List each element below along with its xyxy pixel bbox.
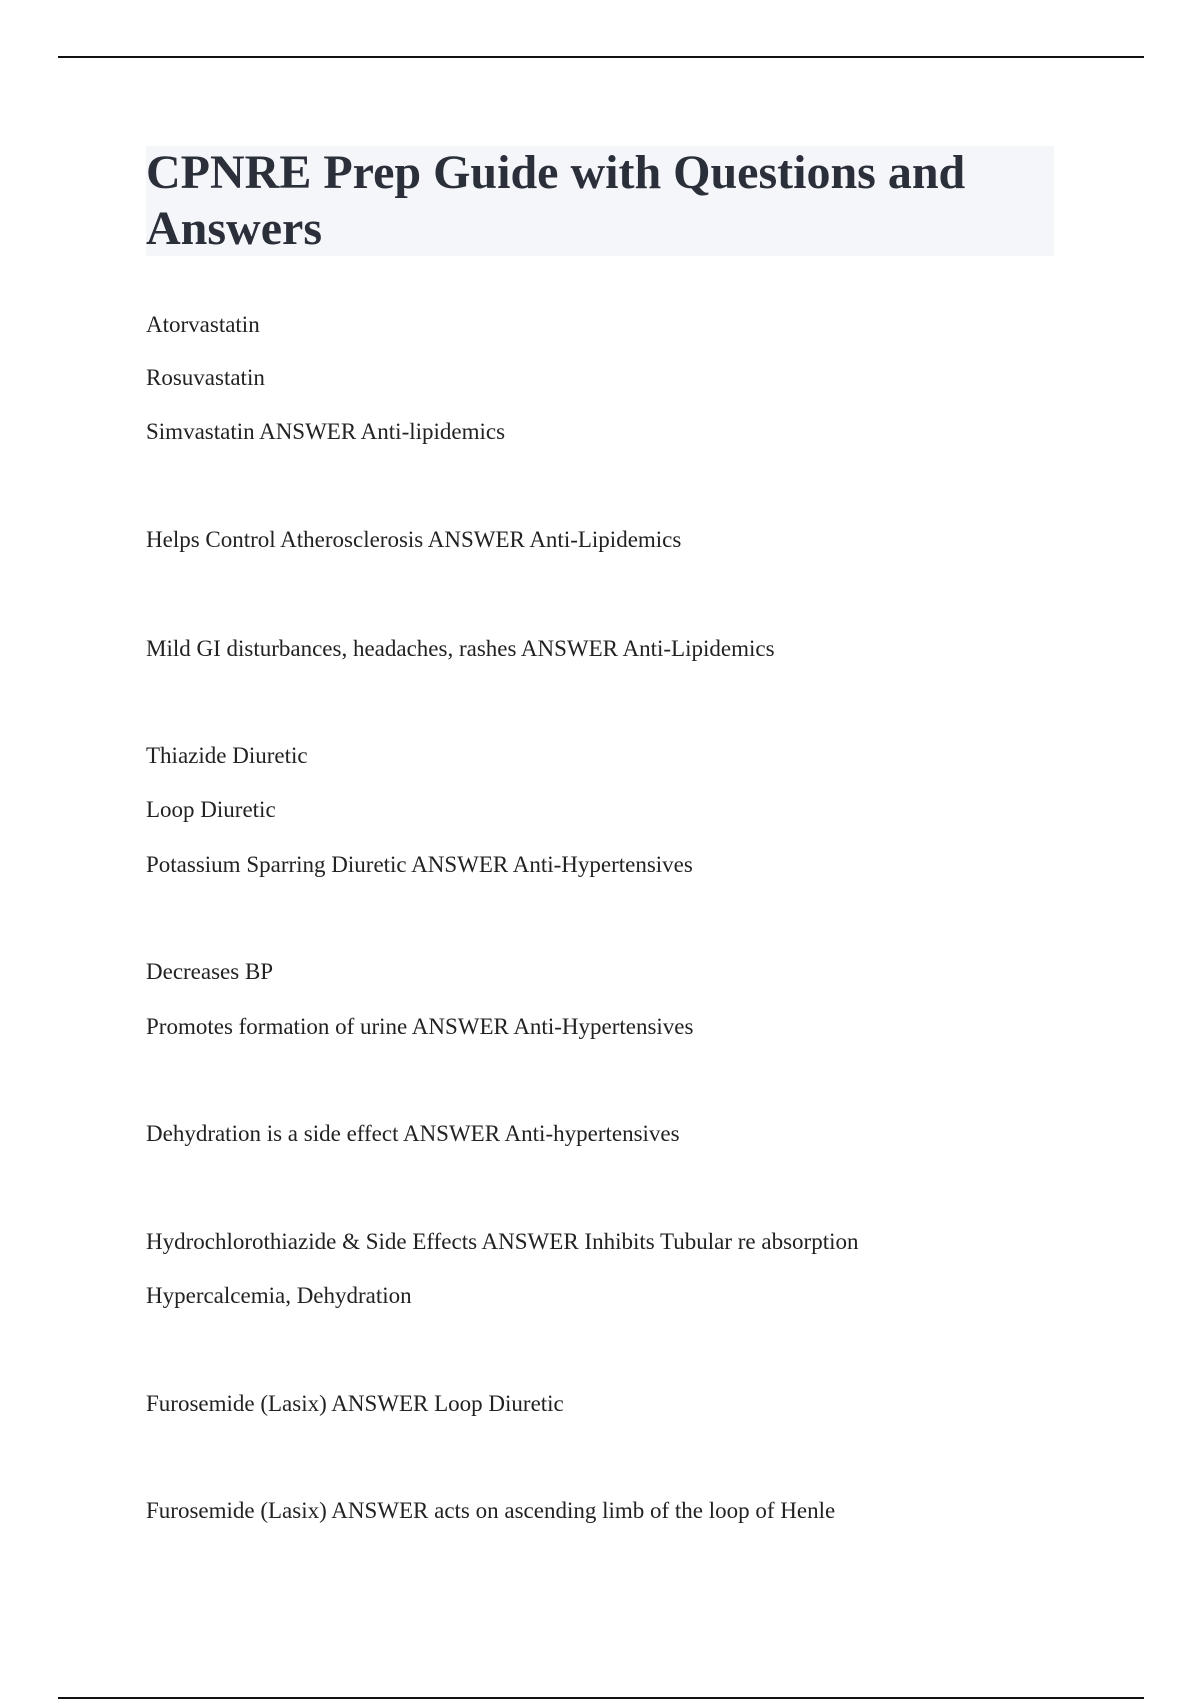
- text-line: Thiazide Diuretic: [146, 743, 308, 768]
- text-line: Simvastatin ANSWER Anti-lipidemics: [146, 419, 506, 444]
- text-line: Furosemide (Lasix) ANSWER Loop Diuretic: [146, 1391, 564, 1416]
- page-title: CPNRE Prep Guide with Questions and Answers: [146, 146, 966, 255]
- text-line: Potassium Sparring Diuretic ANSWER Anti-Hypertensives: [146, 852, 693, 877]
- text-line: Furosemide (Lasix) ANSWER acts on ascending limb of the loop of Henle: [146, 1498, 836, 1523]
- text-line: Loop Diuretic: [146, 797, 276, 822]
- text-line: Hypercalcemia, Dehydration: [146, 1283, 412, 1308]
- bottom-rule: [58, 1697, 1144, 1699]
- text-line: Helps Control Atherosclerosis ANSWER Anti-Lipidemics: [146, 527, 682, 552]
- text-line: Decreases BP: [146, 959, 274, 984]
- top-rule: [58, 56, 1144, 58]
- text-line: Mild GI disturbances, headaches, rashes ANSWER Anti-Lipidemics: [146, 636, 775, 661]
- text-line: Promotes formation of urine ANSWER Anti-Hypertensives: [146, 1014, 694, 1039]
- text-line: Dehydration is a side effect ANSWER Anti-hypertensives: [146, 1121, 680, 1146]
- text-line: Hydrochlorothiazide & Side Effects ANSWER Inhibits Tubular re absorption: [146, 1229, 859, 1254]
- text-line: Rosuvastatin: [146, 365, 265, 390]
- text-line: Atorvastatin: [146, 312, 260, 337]
